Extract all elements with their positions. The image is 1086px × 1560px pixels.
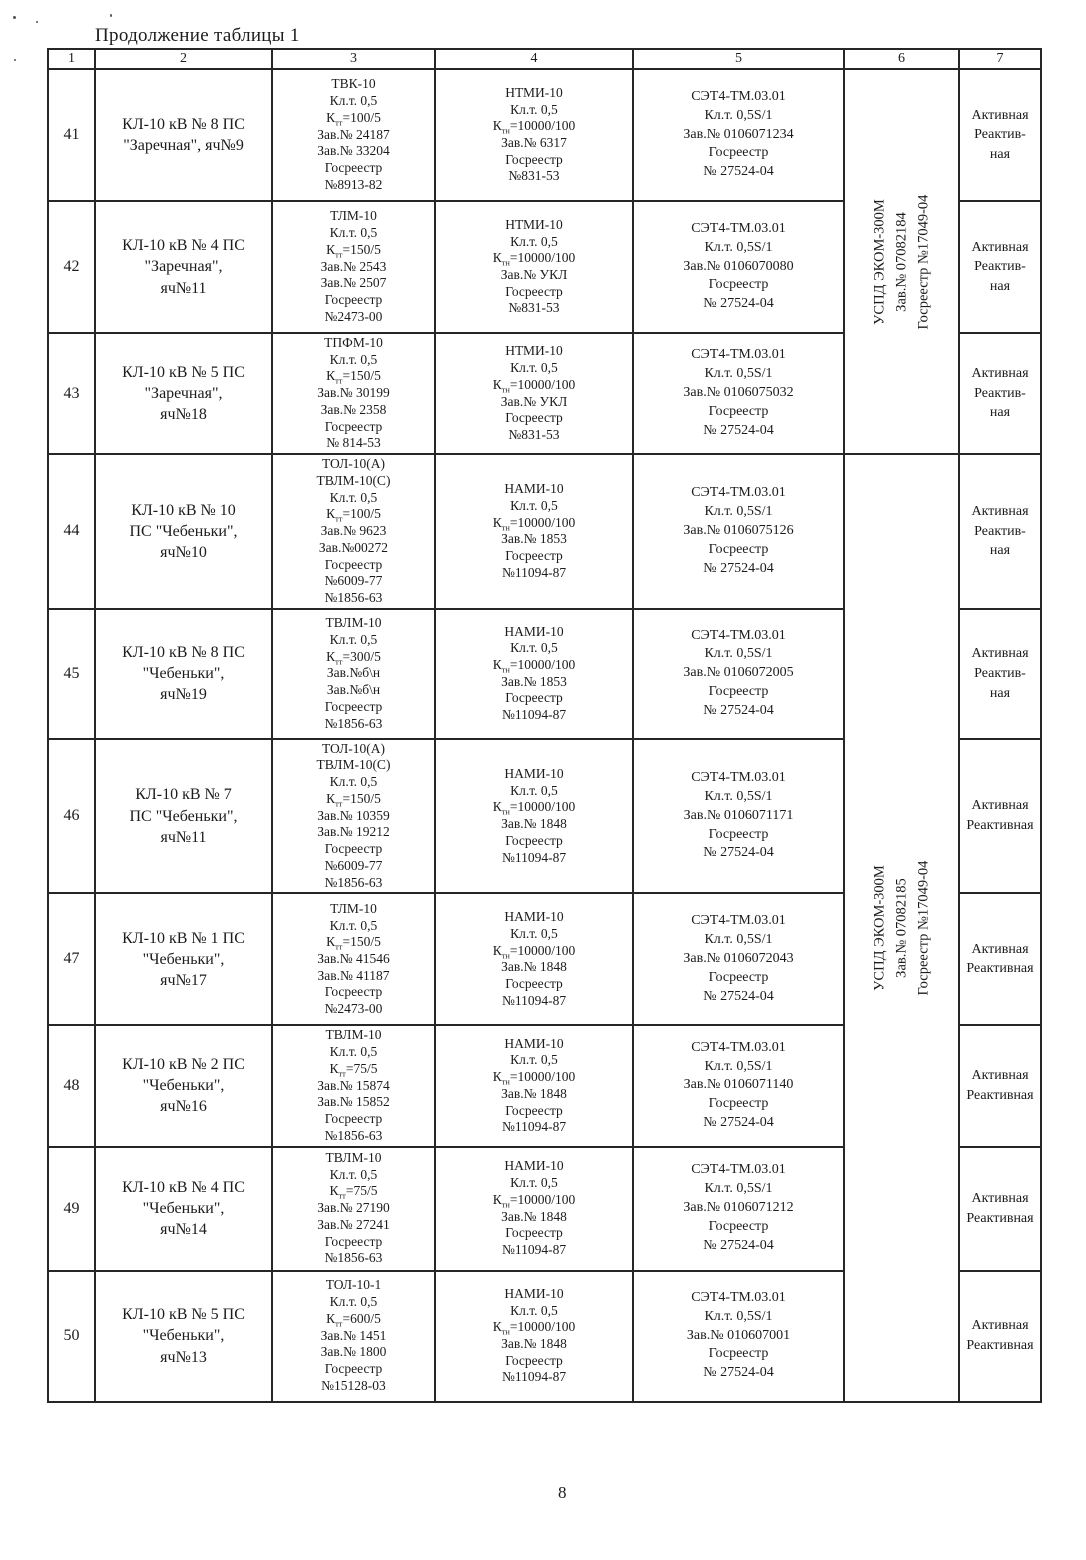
col-header-2: 2 (95, 49, 272, 69)
current-transformer-cell: ТВЛМ-10 Кл.т. 0,5 $К_{тт}=300/5$ Зав.№б\н Зав.№б\н Госреестр №1856-63 (272, 609, 435, 739)
energy-type-cell: Активная Реактив- ная (959, 609, 1041, 739)
object-cell: КЛ-10 кВ № 5 ПС "Чебеньки", яч№13 (95, 1271, 272, 1402)
current-transformer-cell: ТЛМ-10 Кл.т. 0,5 $К_{тт}=150/5$ Зав.№ 2543 Зав.№ 2507 Госреестр №2473-00 (272, 201, 435, 333)
equipment-table (47, 48, 1042, 1403)
energy-type-cell: Активная Реактивная (959, 1025, 1041, 1146)
current-transformer-cell: ТВЛМ-10 Кл.т. 0,5 $К_{тт}=75/5$ Зав.№ 27190 Зав.№ 27241 Госреестр №1856-63 (272, 1147, 435, 1271)
energy-type-cell: Активная Реактив- ная (959, 454, 1041, 609)
voltage-transformer-cell: НТМИ-10 Кл.т. 0,5 $К_{тн}=10000/100$ Зав.№ 6317 Госреестр №831-53 (435, 69, 633, 201)
uspd-vertical-text: УСПД ЭКОМ-300М Зав.№ 07082184 Госреестр №17049-04 (870, 194, 931, 330)
table-row (48, 69, 1041, 201)
object-cell: КЛ-10 кВ № 4 ПС "Заречная", яч№11 (95, 201, 272, 333)
voltage-transformer-cell: НАМИ-10 Кл.т. 0,5 $К_{тн}=10000/100$ Зав.№ 1848 Госреестр №11094-87 (435, 739, 633, 894)
current-transformer-cell: ТВЛМ-10 Кл.т. 0,5 $К_{тт}=75/5$ Зав.№ 15874 Зав.№ 15852 Госреестр №1856-63 (272, 1025, 435, 1146)
scan-speck (110, 14, 112, 17)
col-header-5: 5 (633, 49, 844, 69)
uspd-vertical-text: УСПД ЭКОМ-300М Зав.№ 07082185 Госреестр №17049-04 (870, 860, 931, 996)
energy-type-cell: Активная Реактив- ная (959, 333, 1041, 454)
meter-cell: СЭТ4-ТМ.03.01 Кл.т. 0,5S/1 Зав.№ 0106072043 Госреестр № 27524-04 (633, 893, 844, 1025)
row-number-cell: 47 (48, 893, 95, 1025)
scan-speck (13, 16, 16, 19)
scan-speck (14, 59, 16, 61)
row-number-cell: 45 (48, 609, 95, 739)
row-number-cell: 50 (48, 1271, 95, 1402)
current-transformer-cell: ТЛМ-10 Кл.т. 0,5 $К_{тт}=150/5$ Зав.№ 41546 Зав.№ 41187 Госреестр №2473-00 (272, 893, 435, 1025)
table-row (48, 454, 1041, 609)
energy-type-cell: Активная Реактив- ная (959, 69, 1041, 201)
current-transformer-cell: ТОЛ-10-1 Кл.т. 0,5 $К_{тт}=600/5$ Зав.№ 1451 Зав.№ 1800 Госреестр №15128-03 (272, 1271, 435, 1402)
row-number-cell: 41 (48, 69, 95, 201)
object-cell: КЛ-10 кВ № 8 ПС "Чебеньки", яч№19 (95, 609, 272, 739)
meter-cell: СЭТ4-ТМ.03.01 Кл.т. 0,5S/1 Зав.№ 0106072005 Госреестр № 27524-04 (633, 609, 844, 739)
energy-type-cell: Активная Реактивная (959, 1147, 1041, 1271)
current-transformer-cell: ТПФМ-10 Кл.т. 0,5 $К_{тт}=150/5$ Зав.№ 30199 Зав.№ 2358 Госреестр № 814-53 (272, 333, 435, 454)
object-cell: КЛ-10 кВ № 8 ПС "Заречная", яч№9 (95, 69, 272, 201)
voltage-transformer-cell: НТМИ-10 Кл.т. 0,5 $К_{тн}=10000/100$ Зав.№ УКЛ Госреестр №831-53 (435, 201, 633, 333)
row-number-cell: 44 (48, 454, 95, 609)
voltage-transformer-cell: НАМИ-10 Кл.т. 0,5 $К_{тн}=10000/100$ Зав.№ 1848 Госреестр №11094-87 (435, 1271, 633, 1402)
current-transformer-cell: ТВК-10 Кл.т. 0,5 $К_{тт}=100/5$ Зав.№ 24187 Зав.№ 33204 Госреестр №8913-82 (272, 69, 435, 201)
voltage-transformer-cell: НАМИ-10 Кл.т. 0,5 $К_{тн}=10000/100$ Зав.№ 1853 Госреестр №11094-87 (435, 454, 633, 609)
row-number-cell: 42 (48, 201, 95, 333)
col-header-7: 7 (959, 49, 1041, 69)
voltage-transformer-cell: НТМИ-10 Кл.т. 0,5 $К_{тн}=10000/100$ Зав.№ УКЛ Госреестр №831-53 (435, 333, 633, 454)
energy-type-cell: Активная Реактивная (959, 893, 1041, 1025)
object-cell: КЛ-10 кВ № 5 ПС "Заречная", яч№18 (95, 333, 272, 454)
energy-type-cell: Активная Реактив- ная (959, 201, 1041, 333)
meter-cell: СЭТ4-ТМ.03.01 Кл.т. 0,5S/1 Зав.№ 0106075126 Госреестр № 27524-04 (633, 454, 844, 609)
current-transformer-cell: ТОЛ-10(А) ТВЛМ-10(С) Кл.т. 0,5 $К_{тт}=100/5$ Зав.№ 9623 Зав.№00272 Госреестр №6009-77 №1856-63 (272, 454, 435, 609)
page-number: 8 (558, 1483, 567, 1502)
object-cell: КЛ-10 кВ № 10 ПС "Чебеньки", яч№10 (95, 454, 272, 609)
meter-cell: СЭТ4-ТМ.03.01 Кл.т. 0,5S/1 Зав.№ 0106071140 Госреестр № 27524-04 (633, 1025, 844, 1146)
uspd-cell (844, 454, 959, 1401)
col-header-6: 6 (844, 49, 959, 69)
meter-cell: СЭТ4-ТМ.03.01 Кл.т. 0,5S/1 Зав.№ 0106071234 Госреестр № 27524-04 (633, 69, 844, 201)
object-cell: КЛ-10 кВ № 4 ПС "Чебеньки", яч№14 (95, 1147, 272, 1271)
page-title: Продолжение таблицы 1 (95, 25, 300, 46)
object-cell: КЛ-10 кВ № 7 ПС "Чебеньки", яч№11 (95, 739, 272, 894)
meter-cell: СЭТ4-ТМ.03.01 Кл.т. 0,5S/1 Зав.№ 0106075032 Госреестр № 27524-04 (633, 333, 844, 454)
meter-cell: СЭТ4-ТМ.03.01 Кл.т. 0,5S/1 Зав.№ 0106071171 Госреестр № 27524-04 (633, 739, 844, 894)
scan-speck (36, 21, 38, 23)
energy-type-cell: Активная Реактивная (959, 1271, 1041, 1402)
col-header-3: 3 (272, 49, 435, 69)
voltage-transformer-cell: НАМИ-10 Кл.т. 0,5 $К_{тн}=10000/100$ Зав.№ 1848 Госреестр №11094-87 (435, 893, 633, 1025)
col-header-1: 1 (48, 49, 95, 69)
row-number-cell: 43 (48, 333, 95, 454)
object-cell: КЛ-10 кВ № 2 ПС "Чебеньки", яч№16 (95, 1025, 272, 1146)
row-number-cell: 49 (48, 1147, 95, 1271)
uspd-cell (844, 69, 959, 454)
object-cell: КЛ-10 кВ № 1 ПС "Чебеньки", яч№17 (95, 893, 272, 1025)
meter-cell: СЭТ4-ТМ.03.01 Кл.т. 0,5S/1 Зав.№ 0106070080 Госреестр № 27524-04 (633, 201, 844, 333)
current-transformer-cell: ТОЛ-10(А) ТВЛМ-10(С) Кл.т. 0,5 $К_{тт}=150/5$ Зав.№ 10359 Зав.№ 19212 Госреестр №6009-77 №1856-63 (272, 739, 435, 894)
col-header-4: 4 (435, 49, 633, 69)
meter-cell: СЭТ4-ТМ.03.01 Кл.т. 0,5S/1 Зав.№ 010607001 Госреестр № 27524-04 (633, 1271, 844, 1402)
row-number-cell: 48 (48, 1025, 95, 1146)
voltage-transformer-cell: НАМИ-10 Кл.т. 0,5 $К_{тн}=10000/100$ Зав.№ 1853 Госреестр №11094-87 (435, 609, 633, 739)
header-row (48, 49, 1041, 69)
meter-cell: СЭТ4-ТМ.03.01 Кл.т. 0,5S/1 Зав.№ 0106071212 Госреестр № 27524-04 (633, 1147, 844, 1271)
voltage-transformer-cell: НАМИ-10 Кл.т. 0,5 $К_{тн}=10000/100$ Зав.№ 1848 Госреестр №11094-87 (435, 1025, 633, 1146)
voltage-transformer-cell: НАМИ-10 Кл.т. 0,5 $К_{тн}=10000/100$ Зав.№ 1848 Госреестр №11094-87 (435, 1147, 633, 1271)
energy-type-cell: Активная Реактивная (959, 739, 1041, 894)
row-number-cell: 46 (48, 739, 95, 894)
